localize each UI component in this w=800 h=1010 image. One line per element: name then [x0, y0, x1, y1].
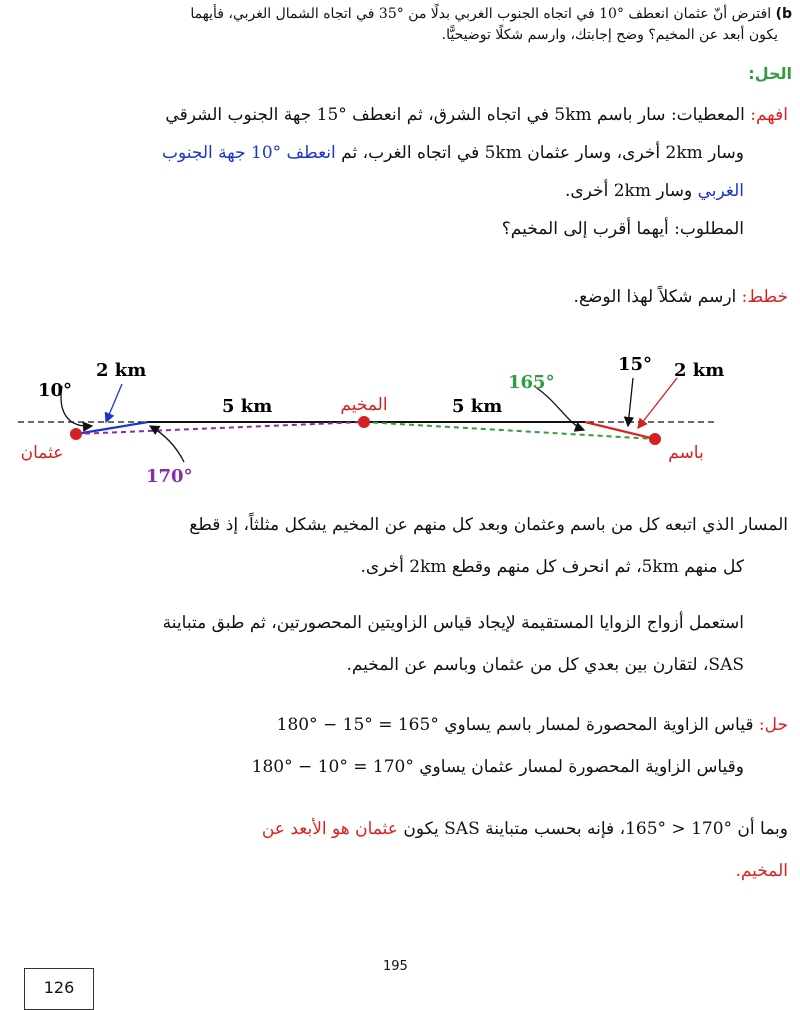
understand-label: افهم:: [750, 105, 788, 125]
para1-line-1: المسار الذي اتبعه كل من باسم وعثمان وبعد كل منهم عن المخيم يشكل مثلثاً، إذ قطع: [189, 515, 788, 535]
uthman-label: عثمان: [20, 443, 64, 463]
para1-line-2: كل منهم 5km، ثم انحرف كل منهم وقطع 2km أخرى.: [360, 557, 744, 577]
given-2a: وسار 2km أخرى، وسار عثمان 5km في اتجاه الغرب، ثم: [335, 143, 744, 163]
given-3b: وسار 2km أخرى.: [564, 181, 698, 201]
basem-point: [649, 433, 661, 445]
question-line-2: يكون أبعد عن المخيم؟ وضح إجابتك، وارسم شكلًا توضيحيًّا.: [441, 27, 778, 43]
page-number: 195: [383, 959, 408, 974]
solve-line-2: وقياس الزاوية المحصورة لمسار عثمان يساوي °170 = °10 − °180: [251, 757, 744, 777]
conclusion-text-a: وبما أن °170 < °165، فإنه بحسب متباينة SAS يكون: [397, 819, 788, 839]
camp-label: المخيم: [340, 395, 388, 415]
solve-line-1: [277, 706, 788, 744]
solve-text-1: قياس الزاوية المحصورة لمسار باسم يساوي °165 = °15 − °180: [276, 715, 754, 735]
right-turn-arrow: [628, 378, 633, 426]
conclusion-text-b: عثمان هو الأبعد عن: [261, 819, 398, 839]
plan-text: ارسم شكلاً لهذا الوضع.: [573, 287, 737, 307]
basem-distance-line: [364, 422, 655, 439]
given-1: المعطيات: سار باسم 5km في اتجاه الشرق، ثم انعطف °15 جهة الجنوب الشرقي: [165, 105, 745, 125]
left-angle-label: 170°: [146, 466, 193, 487]
right-dist-arrow: [638, 378, 677, 428]
left-angle-arrow: [150, 426, 184, 462]
path-diagram: [0, 330, 800, 495]
required-line: المطلوب: أيهما أقرب إلى المخيم؟: [501, 219, 744, 239]
plan-line: [574, 278, 788, 316]
solution-heading: الحل:: [748, 64, 792, 83]
question-text-1: افترض أنّ عثمان انعطف °10 في اتجاه الجنوب الغربي بدلًا من °35 في اتجاه الشمال الغربي، فأيهما: [190, 6, 772, 22]
understand-line-3: [565, 172, 744, 210]
uthman-point: [70, 428, 82, 440]
right-main-label: 5 km: [452, 396, 503, 417]
question-line-1: [8, 4, 792, 25]
basem-label: باسم: [668, 443, 704, 463]
right-angle-label: 165°: [508, 372, 555, 393]
understand-line-2: [162, 134, 744, 172]
understand-line-1: [165, 96, 788, 134]
para2-line-1: استعمل أزواج الزوايا المستقيمة لإيجاد قياس الزاويتين المحصورتين، ثم طبق متباينة: [162, 613, 744, 633]
question-block: [8, 4, 792, 46]
given-2b: انعطف °10 جهة الجنوب: [161, 143, 336, 163]
camp-point: [358, 416, 370, 428]
left-turn-label: 10°: [38, 380, 73, 401]
conclusion-line-1: [262, 810, 788, 848]
left-dist-arrow: [106, 384, 122, 422]
box-number: 126: [24, 968, 94, 1010]
left-dist-label: 2 km: [96, 360, 147, 381]
right-dist-label: 2 km: [674, 360, 725, 381]
plan-label: خطط:: [741, 287, 788, 307]
given-3a: الغربي: [697, 181, 744, 201]
conclusion-line-2: المخيم.: [735, 861, 788, 881]
solve-label: حل:: [758, 715, 788, 735]
right-turn-label: 15°: [618, 354, 653, 375]
para2-line-2: SAS، لتقارن بين بعدي كل من عثمان وباسم عن المخيم.: [346, 655, 744, 675]
uthman-distance-line: [76, 422, 364, 434]
left-main-label: 5 km: [222, 396, 273, 417]
question-label: b): [775, 6, 792, 22]
